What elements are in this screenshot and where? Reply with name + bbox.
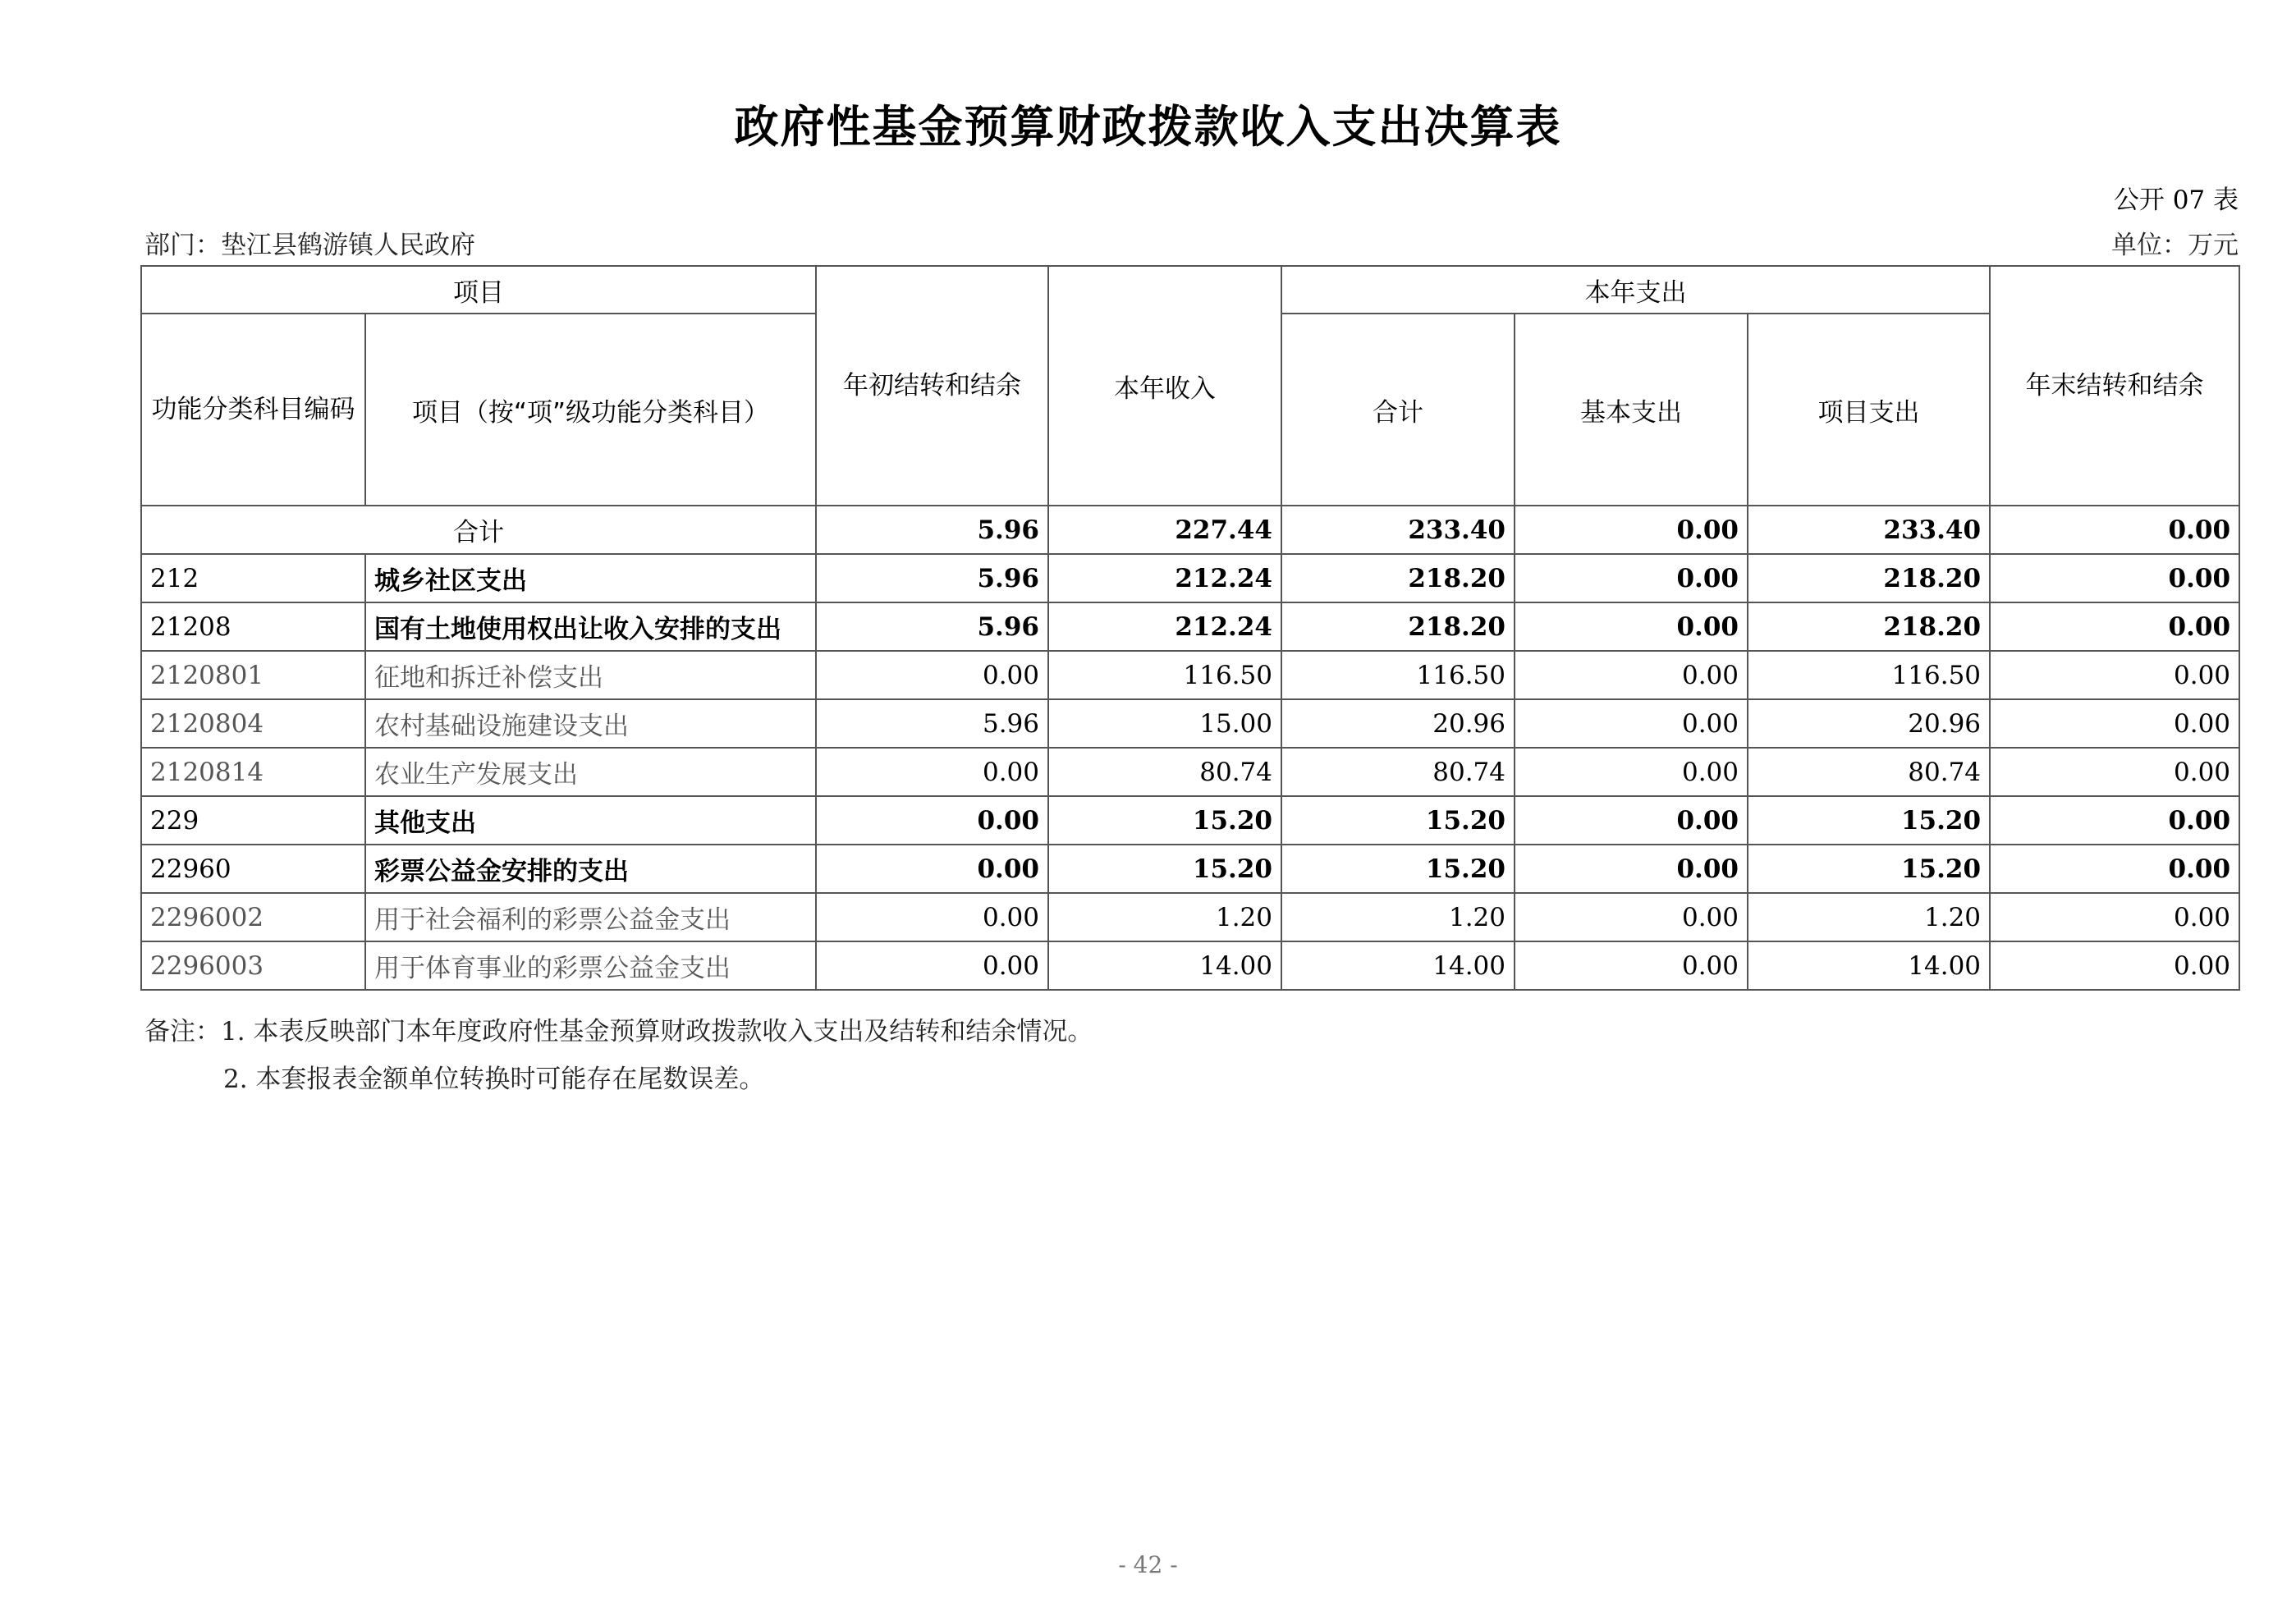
cell-income: 15.20 — [1048, 845, 1281, 893]
cell-begin: 0.00 — [816, 748, 1048, 796]
cell-begin: 0.00 — [816, 796, 1048, 845]
cell-exp-project: 218.20 — [1748, 554, 1990, 602]
unit-label: 单位：万元 — [2111, 231, 2239, 260]
total-label: 合计 — [141, 506, 816, 554]
cell-end: 0.00 — [1990, 554, 2239, 602]
cell-name: 其他支出 — [365, 796, 816, 845]
header-end-balance: 年末结转和结余 — [1990, 266, 2239, 506]
cell-begin: 0.00 — [816, 893, 1048, 941]
header-project: 项目 — [141, 266, 816, 314]
cell-exp-basic: 0.00 — [1515, 796, 1748, 845]
table-row — [141, 845, 2239, 893]
cell-name: 用于社会福利的彩票公益金支出 — [365, 893, 816, 941]
cell-exp-basic: 0.00 — [1515, 748, 1748, 796]
cell-name: 城乡社区支出 — [365, 554, 816, 602]
table-row — [141, 602, 2239, 651]
cell-name: 用于体育事业的彩票公益金支出 — [365, 941, 816, 990]
cell-name: 彩票公益金安排的支出 — [365, 845, 816, 893]
page-number: - 42 - — [1118, 1551, 1178, 1578]
cell-code: 2296002 — [141, 893, 365, 941]
cell-name: 农业生产发展支出 — [365, 748, 816, 796]
cell-name: 国有土地使用权出让收入安排的支出 — [365, 602, 816, 651]
cell-name: 农村基础设施建设支出 — [365, 699, 816, 748]
cell-exp-basic: 0.00 — [1515, 845, 1748, 893]
cell-exp-total: 218.20 — [1281, 554, 1515, 602]
cell-exp-total: 218.20 — [1281, 602, 1515, 651]
notes — [144, 1008, 1093, 1103]
cell-code: 2120801 — [141, 651, 365, 699]
cell-exp-total: 14.00 — [1281, 941, 1515, 990]
cell-income: 1.20 — [1048, 893, 1281, 941]
cell-name: 征地和拆迁补偿支出 — [365, 651, 816, 699]
note-line-1: 备注：1. 本表反映部门本年度政府性基金预算财政拨款收入支出及结转和结余情况。 — [144, 1017, 1093, 1046]
cell-end: 0.00 — [1990, 893, 2239, 941]
table-row — [141, 651, 2239, 699]
cell-exp-project: 1.20 — [1748, 893, 1990, 941]
header-income: 本年收入 — [1048, 266, 1281, 506]
cell-exp-project: 233.40 — [1748, 506, 1990, 554]
cell-exp-total: 1.20 — [1281, 893, 1515, 941]
cell-end: 0.00 — [1990, 651, 2239, 699]
cell-exp-project: 218.20 — [1748, 602, 1990, 651]
cell-income: 15.00 — [1048, 699, 1281, 748]
cell-income: 80.74 — [1048, 748, 1281, 796]
header-name: 项目（按“项”级功能分类科目） — [365, 314, 816, 506]
table-row — [141, 941, 2239, 990]
cell-income: 15.20 — [1048, 796, 1281, 845]
cell-income: 227.44 — [1048, 506, 1281, 554]
cell-code: 2296003 — [141, 941, 365, 990]
header-begin-balance: 年初结转和结余 — [816, 266, 1048, 506]
header-expense-project: 项目支出 — [1748, 314, 1990, 506]
cell-exp-total: 116.50 — [1281, 651, 1515, 699]
cell-exp-project: 20.96 — [1748, 699, 1990, 748]
table-row — [141, 748, 2239, 796]
cell-end: 0.00 — [1990, 941, 2239, 990]
table-row — [141, 893, 2239, 941]
cell-end: 0.00 — [1990, 699, 2239, 748]
cell-code: 2120804 — [141, 699, 365, 748]
cell-exp-total: 15.20 — [1281, 796, 1515, 845]
cell-end: 0.00 — [1990, 845, 2239, 893]
cell-income: 212.24 — [1048, 554, 1281, 602]
department-label: 部门：垫江县鹤游镇人民政府 — [144, 231, 475, 260]
page-title: 政府性基金预算财政拨款收入支出决算表 — [734, 101, 1562, 153]
cell-income: 14.00 — [1048, 941, 1281, 990]
form-number: 公开 07 表 — [2113, 185, 2239, 215]
cell-exp-project: 15.20 — [1748, 845, 1990, 893]
cell-code: 2120814 — [141, 748, 365, 796]
cell-exp-basic: 0.00 — [1515, 699, 1748, 748]
cell-exp-total: 80.74 — [1281, 748, 1515, 796]
cell-begin: 5.96 — [816, 506, 1048, 554]
cell-exp-basic: 0.00 — [1515, 602, 1748, 651]
cell-end: 0.00 — [1990, 506, 2239, 554]
cell-begin: 0.00 — [816, 651, 1048, 699]
cell-exp-total: 233.40 — [1281, 506, 1515, 554]
header-expense-basic: 基本支出 — [1515, 314, 1748, 506]
cell-exp-project: 15.20 — [1748, 796, 1990, 845]
cell-exp-project: 14.00 — [1748, 941, 1990, 990]
cell-begin: 0.00 — [816, 845, 1048, 893]
cell-exp-project: 116.50 — [1748, 651, 1990, 699]
note-line-2: 2. 本套报表金额单位转换时可能存在尾数误差。 — [223, 1065, 765, 1094]
cell-end: 0.00 — [1990, 602, 2239, 651]
budget-table — [140, 265, 2240, 991]
cell-exp-total: 20.96 — [1281, 699, 1515, 748]
cell-income: 116.50 — [1048, 651, 1281, 699]
table-row — [141, 554, 2239, 602]
cell-begin: 5.96 — [816, 554, 1048, 602]
cell-end: 0.00 — [1990, 748, 2239, 796]
cell-code: 21208 — [141, 602, 365, 651]
table-row — [141, 699, 2239, 748]
table-row-total — [141, 506, 2239, 554]
header-expense-group: 本年支出 — [1281, 266, 1990, 314]
cell-code: 229 — [141, 796, 365, 845]
header-expense-total: 合计 — [1281, 314, 1515, 506]
cell-end: 0.00 — [1990, 796, 2239, 845]
cell-begin: 0.00 — [816, 941, 1048, 990]
cell-exp-basic: 0.00 — [1515, 506, 1748, 554]
cell-exp-basic: 0.00 — [1515, 554, 1748, 602]
header-code: 功能分类科目编码 — [141, 314, 365, 506]
cell-begin: 5.96 — [816, 602, 1048, 651]
cell-code: 212 — [141, 554, 365, 602]
cell-begin: 5.96 — [816, 699, 1048, 748]
cell-exp-basic: 0.00 — [1515, 941, 1748, 990]
table-row — [141, 796, 2239, 845]
cell-code: 22960 — [141, 845, 365, 893]
cell-exp-total: 15.20 — [1281, 845, 1515, 893]
cell-exp-basic: 0.00 — [1515, 651, 1748, 699]
cell-exp-project: 80.74 — [1748, 748, 1990, 796]
cell-exp-basic: 0.00 — [1515, 893, 1748, 941]
cell-income: 212.24 — [1048, 602, 1281, 651]
